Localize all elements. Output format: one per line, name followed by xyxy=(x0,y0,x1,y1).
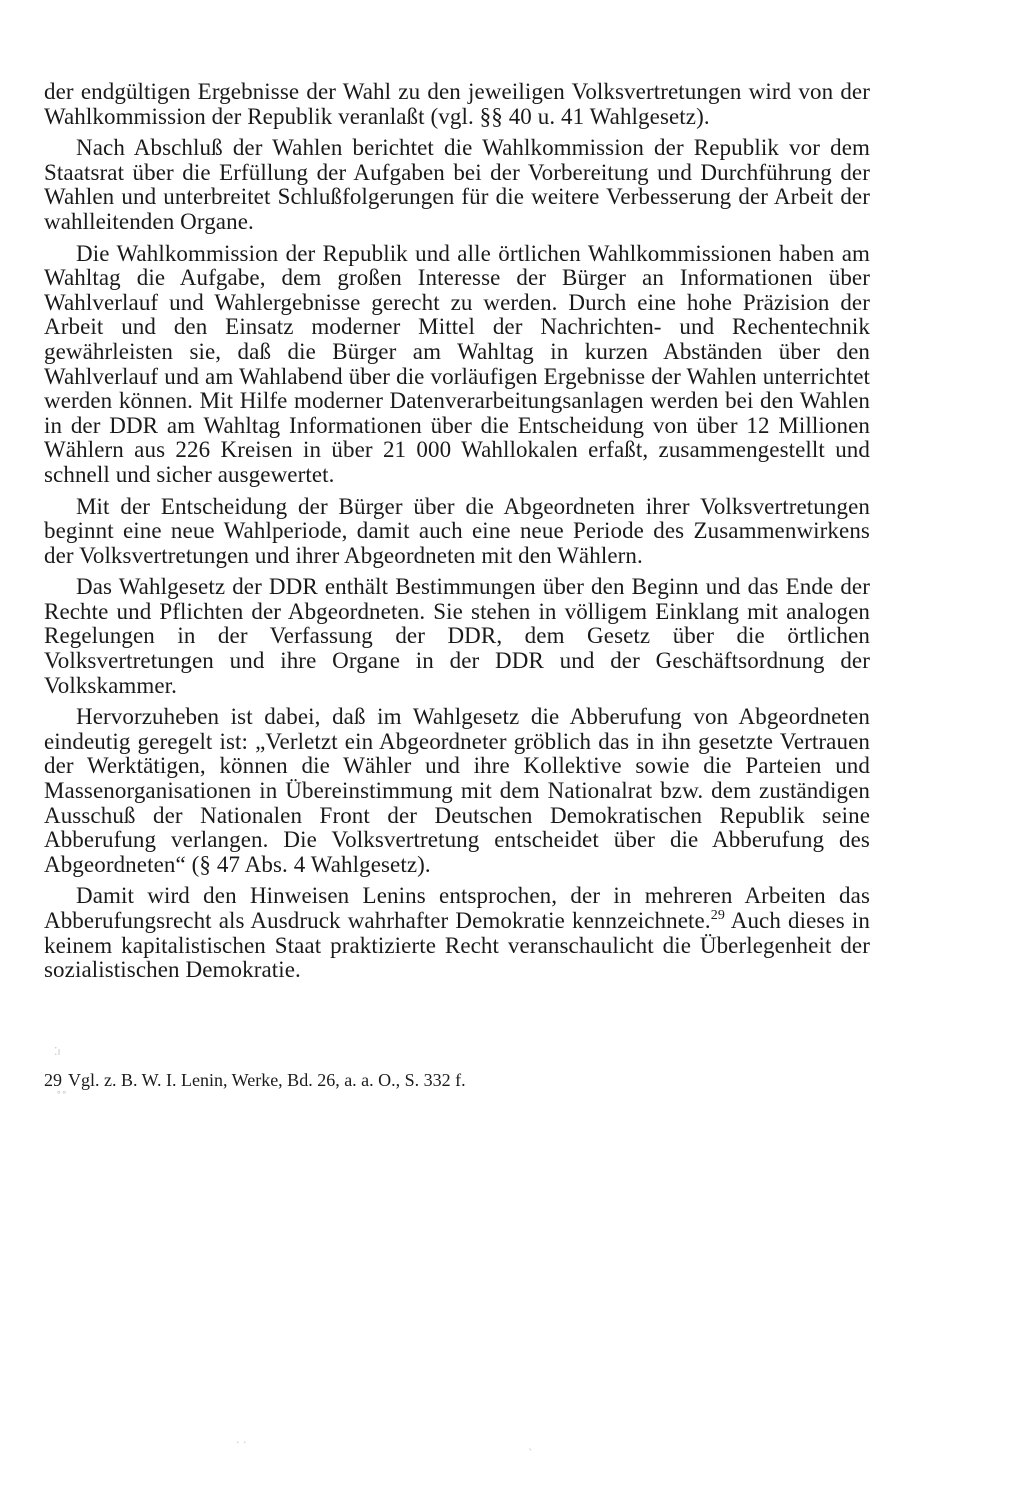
paragraph-continuation: der endgültigen Ergebnisse der Wahl zu den jeweiligen Volksvertretungen wird von der Wahlkommission der Republik veranlaßt (vgl. §§ 40 u. 41 Wahlgesetz). xyxy=(44,79,870,129)
page-body xyxy=(44,80,870,983)
paragraph-wahlkommission-bericht: Nach Abschluß der Wahlen berichtet die Wahlkommission der Republik vor dem Staatsrat über die Erfüllung der Aufgaben bei der Vorbereitung und Durchführung der Wahlen und unterbreitet Schlußfolgerungen für die weitere Verbesserung der Arbeit der wahlleitenden Organe. xyxy=(44,135,870,234)
footnote-number: 29 xyxy=(44,1070,62,1090)
paragraph-rechte-pflichten: Das Wahlgesetz der DDR enthält Bestimmungen über den Beginn und das Ende der Rechte und Pflichten der Abgeordneten. Sie stehen in völligem Einklang mit analogen Regelungen in der Verfassung der DDR, dem Gesetz über die örtlichen Volksvertretungen und ihre Organe in der DDR und der Geschäftsordnung der Volkskammer. xyxy=(44,574,870,698)
paragraph-lenin xyxy=(44,884,870,982)
paragraph-wahltag-information: Die Wahlkommission der Republik und alle örtlichen Wahlkommissionen haben am Wahltag die Aufgabe, dem großen Interesse der Bürger an Informationen über Wahlverlauf und Wahlergebnisse gerecht zu werden. Durch eine hohe Präzision der Arbeit und den Einsatz moderner Mittel der Nachrichten- und Rechentechnik gewährleisten sie, daß die Bürger am Wahltag in kurzen Abständen über den Wahlverlauf und am Wahlabend über die vorläufigen Ergebnisse der Wahlen unterrichtet werden können. Mit Hilfe moderner Datenverarbeitungsanlagen werden bei den Wahlen in der DDR am Wahltag Informationen über die Entscheidung von über 12 Millionen Wählern aus 226 Kreisen in über 21 000 Wahllokalen erfaßt, zusammengestellt und schnell und sicher ausgewertet. xyxy=(44,240,870,487)
lenin-text-before: Damit wird den Hinweisen Lenins entsprochen, der in mehreren Arbeiten das Abberufungsrecht als Ausdruck wahrhafter Demokratie kennzeichnete. xyxy=(44,883,870,933)
footnote-text: Vgl. z. B. W. I. Lenin, Werke, Bd. 26, a. a. O., S. 332 f. xyxy=(68,1070,466,1090)
footnote xyxy=(44,1069,466,1091)
scan-speck: ˎ xyxy=(528,1438,534,1451)
scan-speck: ⁚ı xyxy=(54,1045,61,1058)
lenin-text-after: Auch dieses in keinem kapitalistischen Staat praktizierte Recht veranschaulicht die Überlegenheit der sozialistischen Demokratie. xyxy=(44,908,871,983)
scan-speck: · · xyxy=(236,1436,247,1449)
scan-speck: ˚˚ xyxy=(56,1090,67,1103)
paragraph-abberufung: Hervorzuheben ist dabei, daß im Wahlgesetz die Abberufung von Abgeordneten eindeutig geregelt ist: „Verletzt ein Abgeordneter gröblich das in ihn gesetzte Vertrauen der Werktätigen, können die Wähler und ihre Kollektive sowie die Parteien und Massenorganisationen in Übereinstimmung mit dem Nationalrat bzw. dem zuständigen Ausschuß der Nationalen Front der Deutschen Demokratischen Republik seine Abberufung verlangen. Die Volksvertretung entscheidet über die Abberufung des Abgeordneten“ (§ 47 Abs. 4 Wahlgesetz). xyxy=(44,704,870,877)
paragraph-neue-wahlperiode: Mit der Entscheidung der Bürger über die Abgeordneten ihrer Volksvertretungen beginnt eine neue Wahlperiode, damit auch eine neue Periode des Zusammenwirkens der Volksvertretungen und ihrer Abgeordneten mit den Wählern. xyxy=(44,493,870,568)
footnote-reference: 29 xyxy=(710,908,725,923)
